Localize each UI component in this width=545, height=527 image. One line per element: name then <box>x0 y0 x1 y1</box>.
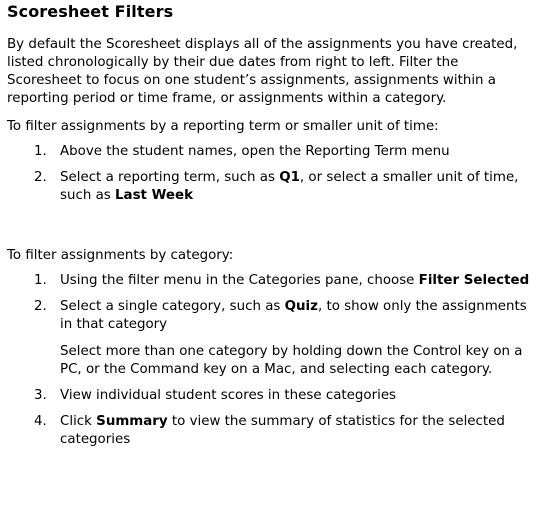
list-item <box>7 387 537 405</box>
filter-selected-label: Filter Selected <box>418 273 530 288</box>
list-item <box>7 169 537 205</box>
step-text: , or select a smaller unit of time, such as <box>60 170 519 203</box>
step-text: Click <box>60 414 97 429</box>
step-text: View individual student scores in these categories <box>60 388 397 403</box>
list-item <box>7 413 537 449</box>
step-number: 2. <box>34 170 47 185</box>
step-number: 1. <box>34 273 47 288</box>
quiz-label: Quiz <box>284 299 318 314</box>
step-text: Above the student names, open the Reporting Term menu <box>60 144 450 159</box>
term-filter-lead: To filter assignments by a reporting term or smaller unit of time: <box>7 119 439 134</box>
summary-label: Summary <box>96 414 168 429</box>
step-note: Select more than one category by holding down the Control key on a PC, or the Command key on a Mac, and selecting each category. <box>60 344 523 377</box>
term-filter-steps <box>7 143 537 205</box>
step-text: Using the filter menu in the Categories pane, choose <box>60 273 419 288</box>
term-last-week-label: Last Week <box>115 188 193 203</box>
list-item <box>7 143 537 161</box>
list-item <box>7 298 537 379</box>
term-q1-label: Q1 <box>279 170 300 185</box>
step-number: 2. <box>34 299 47 314</box>
step-text: Select a single category, such as <box>60 299 285 314</box>
step-text: to view the summary of statistics for the selected categories <box>60 414 505 447</box>
step-number: 4. <box>34 414 47 429</box>
category-filter-lead: To filter assignments by category: <box>7 248 234 263</box>
intro-paragraph: By default the Scoresheet displays all of the assignments you have created, listed chronologically by their due dates from right to left. Filter the Scoresheet to focus on one student’s assignments, assignments within a reporting period or time frame, or assignments within a category. <box>7 37 518 106</box>
category-filter-steps <box>7 272 537 449</box>
list-item <box>7 272 537 290</box>
step-text: , to show only the assignments in that category <box>60 299 527 332</box>
step-number: 3. <box>34 388 47 403</box>
section-spacer <box>7 213 537 247</box>
page-title: Scoresheet Filters <box>7 2 174 21</box>
step-text: Select a reporting term, such as <box>60 170 280 185</box>
step-number: 1. <box>34 144 47 159</box>
help-article <box>7 2 537 457</box>
